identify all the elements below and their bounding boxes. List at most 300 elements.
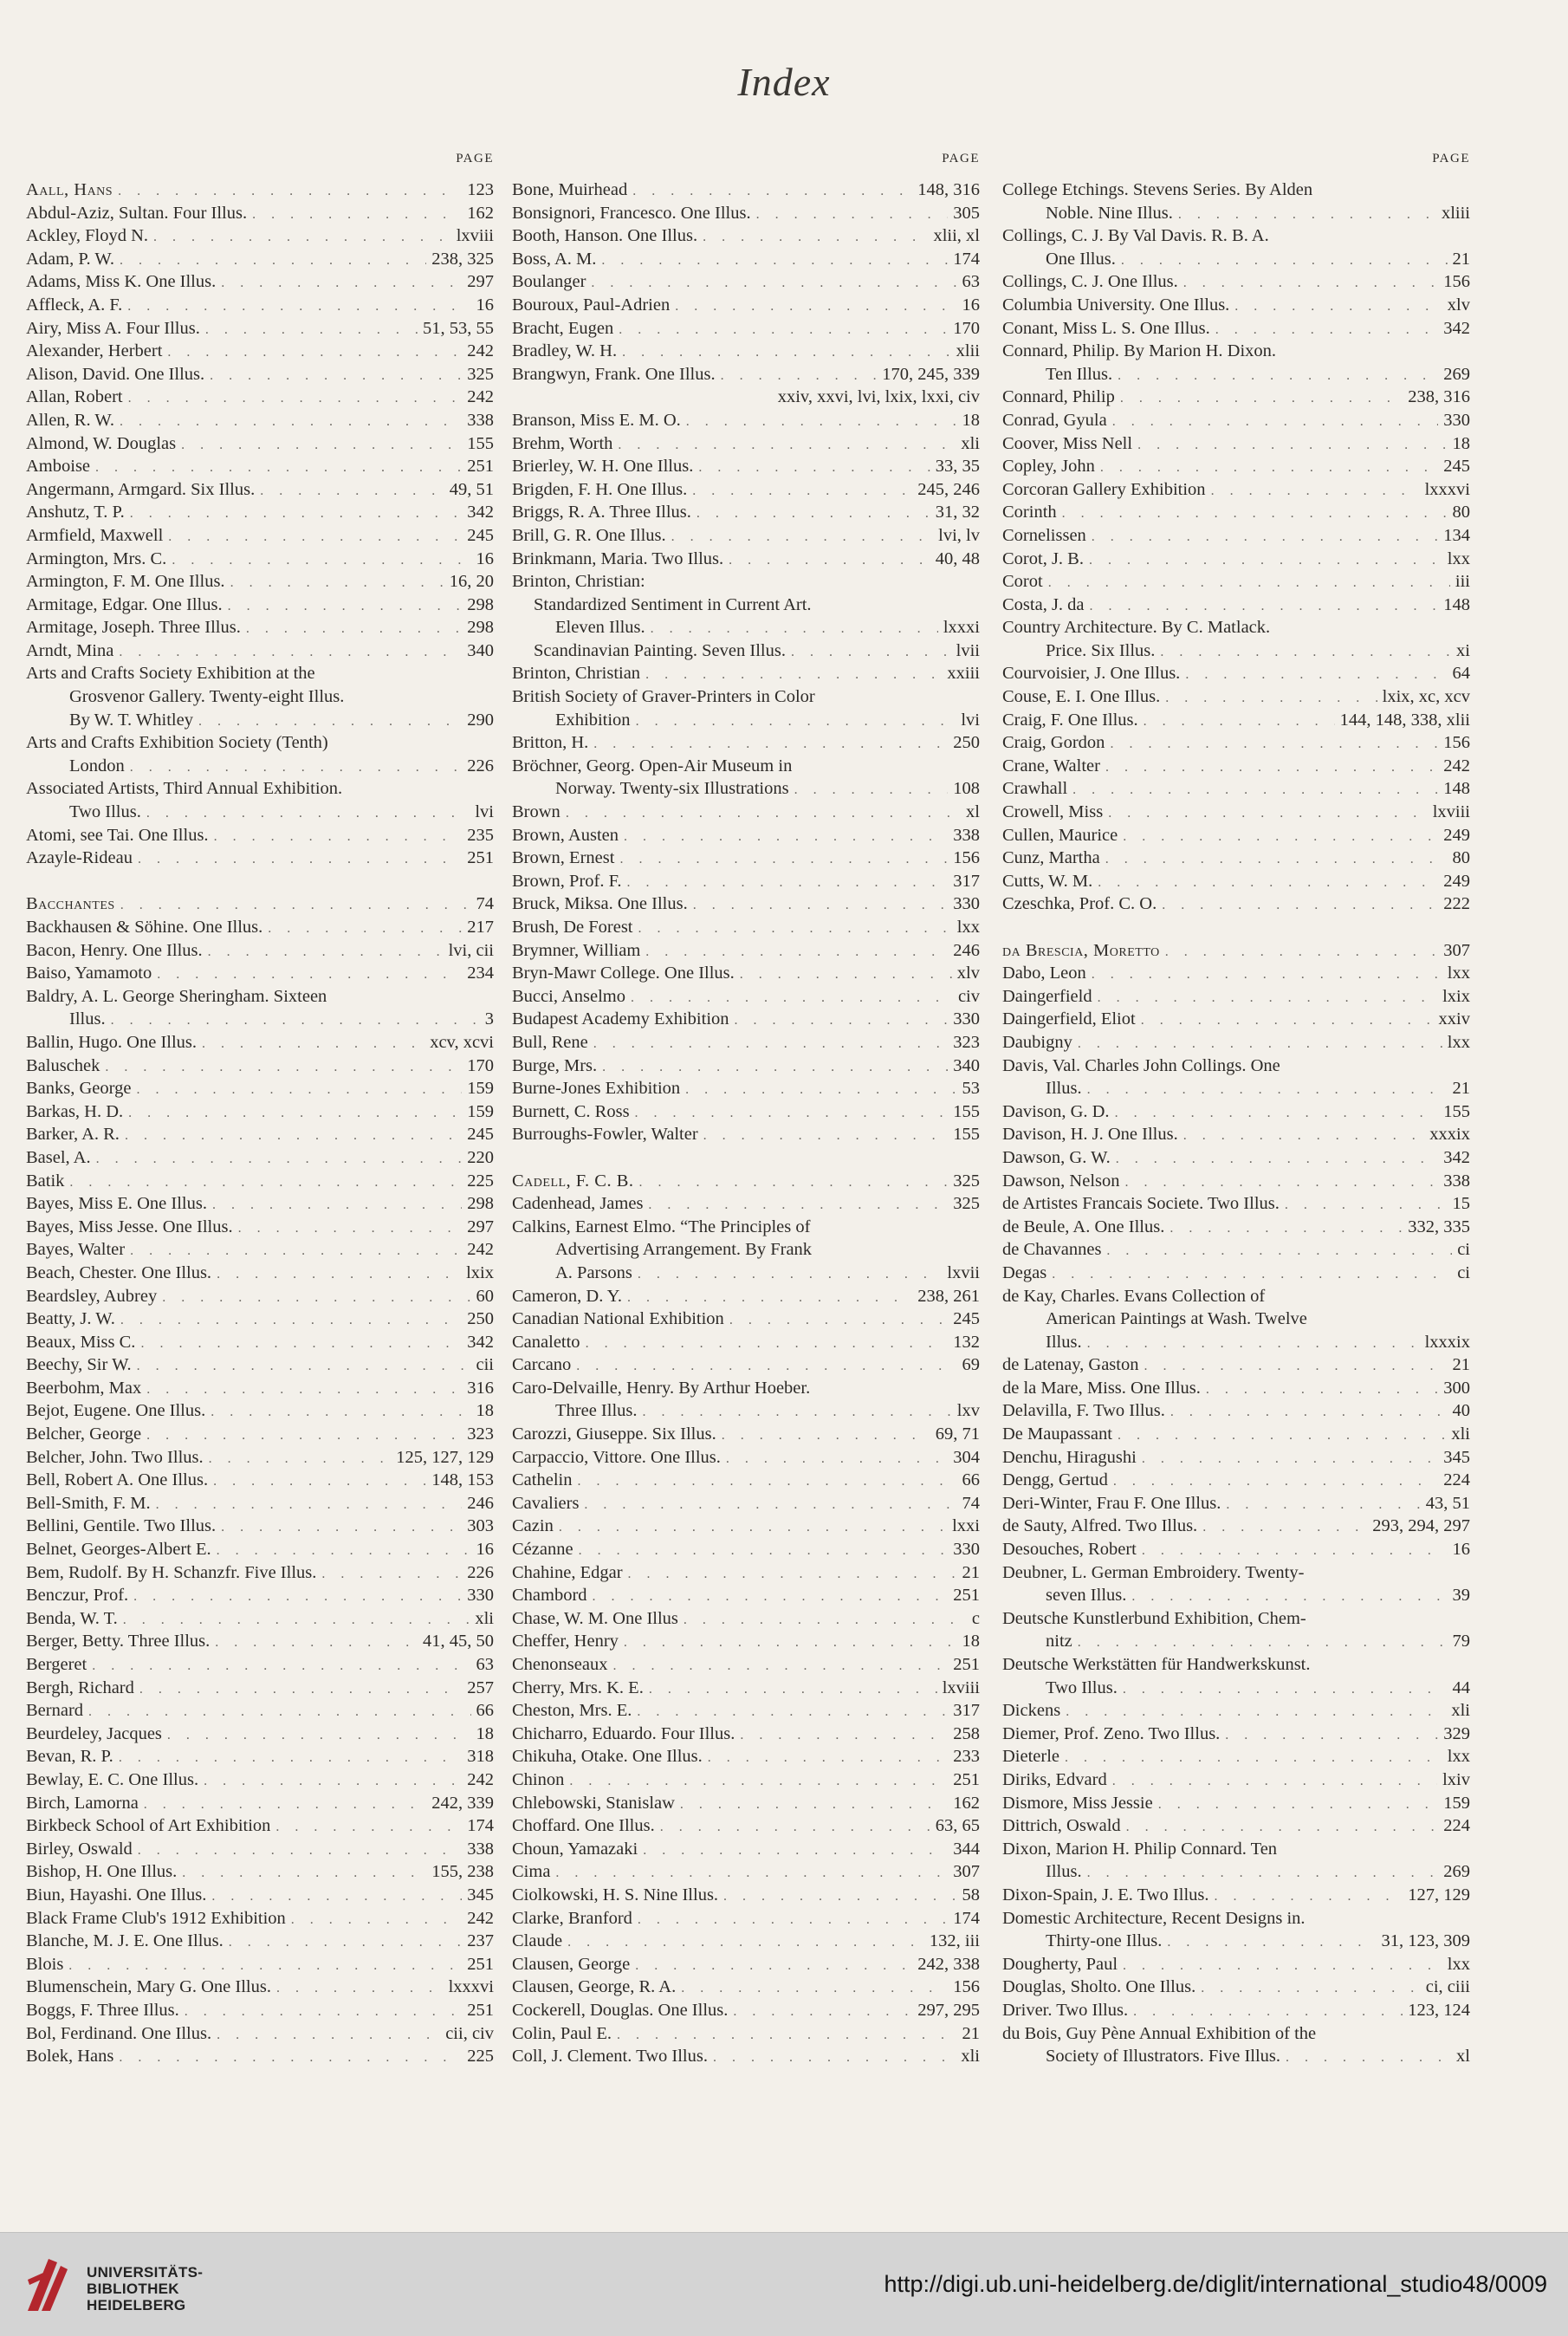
index-entry xyxy=(26,178,494,202)
entry-name: Advertising Arrangement. By Frank xyxy=(555,1240,813,1260)
index-entry xyxy=(1002,1860,1470,1884)
index-entry xyxy=(26,1814,494,1838)
dot-leader xyxy=(128,1102,462,1126)
dot-leader xyxy=(111,1009,480,1033)
index-entry xyxy=(26,892,494,916)
entry-pages: 290 xyxy=(467,710,494,730)
entry-name: Noble. Nine Illus. xyxy=(1046,203,1173,223)
dot-leader xyxy=(268,918,462,941)
index-entry xyxy=(1002,594,1470,617)
dot-leader xyxy=(221,272,462,295)
index-entry xyxy=(512,1331,980,1354)
entry-name: Benczur, Prof. xyxy=(26,1586,129,1606)
entry-pages: 162 xyxy=(953,1793,980,1813)
dot-leader xyxy=(722,1424,930,1448)
entry-name: Abdul-Aziz, Sultan. Four Illus. xyxy=(26,203,248,223)
entry-name: Barker, A. R. xyxy=(26,1125,120,1145)
index-entry xyxy=(1002,409,1470,432)
entry-pages: 156 xyxy=(953,848,980,868)
entry-name: Burroughs-Fowler, Walter xyxy=(512,1125,698,1145)
index-entry xyxy=(1002,432,1470,456)
entry-name: Boggs, F. Three Illus. xyxy=(26,2000,179,2020)
dot-leader xyxy=(612,1655,948,1678)
index-entry xyxy=(512,2022,980,2046)
dot-leader xyxy=(1087,1862,1439,1885)
index-entry xyxy=(26,616,494,639)
index-entry xyxy=(512,824,980,847)
entry-pages: 132 xyxy=(953,1332,980,1352)
entry-name: Bracht, Eugen xyxy=(512,318,614,338)
entry-pages: 305 xyxy=(953,203,980,223)
index-entry xyxy=(1002,1976,1470,1999)
index-entry xyxy=(1002,939,1470,963)
index-entry xyxy=(512,755,980,778)
index-entry xyxy=(512,1192,980,1216)
entry-pages: lxiv xyxy=(1442,1769,1470,1789)
entry-name: Davison, H. J. One Illus. xyxy=(1002,1125,1178,1145)
dot-leader xyxy=(703,226,928,250)
dot-leader xyxy=(617,2024,956,2047)
entry-name: De Maupassant xyxy=(1002,1424,1112,1444)
entry-pages: xlii xyxy=(956,341,980,361)
entry-pages: 245 xyxy=(467,1125,494,1145)
index-entry xyxy=(26,1492,494,1515)
entry-name: Ackley, Floyd N. xyxy=(26,226,149,246)
entry-name: Bernard xyxy=(26,1701,84,1721)
entry-name: Aall, Hans xyxy=(26,180,113,199)
entry-name: Corot, J. B. xyxy=(1002,548,1084,568)
entry-name: Douglas, Sholto. One Illus. xyxy=(1002,1977,1196,1997)
entry-name: Bacon, Henry. One Illus. xyxy=(26,940,203,960)
index-entry xyxy=(26,1607,494,1631)
dot-leader xyxy=(1123,1678,1448,1702)
dot-leader xyxy=(1065,1747,1442,1770)
entry-name: de Latenay, Gaston xyxy=(1002,1355,1139,1375)
index-entry xyxy=(26,824,494,847)
entry-pages: 39 xyxy=(1452,1586,1470,1606)
entry-name: Davis, Val. Charles John Collings. One xyxy=(1002,1055,1280,1075)
dot-leader xyxy=(202,1033,424,1056)
dot-leader xyxy=(133,1586,462,1609)
index-entry xyxy=(512,616,980,639)
entry-pages: 144, 148, 338, xlii xyxy=(1339,710,1470,730)
dot-leader xyxy=(632,180,912,204)
index-entry xyxy=(1002,340,1470,363)
entry-name: Branson, Miss E. M. O. xyxy=(512,410,681,430)
entry-name: Dixon, Marion H. Philip Connard. Ten xyxy=(1002,1839,1278,1859)
dot-leader xyxy=(146,1424,462,1448)
entry-pages: lxix xyxy=(1442,986,1470,1006)
dot-leader xyxy=(217,1263,461,1287)
dot-leader xyxy=(567,1931,924,1955)
index-entry xyxy=(512,685,980,709)
entry-name: Carcano xyxy=(512,1355,572,1375)
index-entry xyxy=(512,985,980,1009)
entry-name: Crane, Walter xyxy=(1002,756,1100,775)
entry-name: Illus. xyxy=(1046,1862,1082,1882)
index-entry xyxy=(26,962,494,985)
entry-name: Columbia University. One Illus. xyxy=(1002,295,1230,315)
index-entry xyxy=(512,202,980,225)
index-entry xyxy=(512,2045,980,2068)
entry-pages: 297, 295 xyxy=(917,2000,980,2020)
entry-name: Banks, George xyxy=(26,1079,132,1099)
dot-leader xyxy=(643,1401,952,1424)
entry-name: Connard, Philip. By Marion H. Dixon. xyxy=(1002,341,1277,361)
index-entry xyxy=(26,1515,494,1538)
entry-pages: lxx xyxy=(1447,1747,1470,1767)
index-entry xyxy=(512,916,980,939)
entry-name: Cadenhead, James xyxy=(512,1194,644,1214)
index-entry xyxy=(512,409,980,432)
dot-leader xyxy=(1142,1448,1438,1471)
dot-leader xyxy=(684,1609,967,1632)
dot-leader xyxy=(230,572,444,595)
entry-pages: 53 xyxy=(962,1079,980,1099)
index-entry xyxy=(26,1377,494,1400)
entry-pages: xlii, xl xyxy=(933,226,980,246)
entry-pages: 325 xyxy=(953,1194,980,1214)
index-entry xyxy=(512,1561,980,1585)
dot-leader xyxy=(671,526,933,549)
entry-pages: 155 xyxy=(467,433,494,453)
entry-name: Clausen, George, R. A. xyxy=(512,1977,677,1997)
index-entry xyxy=(1002,363,1470,386)
source-url-link[interactable]: http://digi.ub.uni-heidelberg.de/diglit/international_studio48/0009 xyxy=(884,2271,1547,2297)
entry-name: Belnet, Georges-Albert E. xyxy=(26,1540,211,1560)
dot-leader xyxy=(586,1333,949,1356)
dot-leader xyxy=(1125,1171,1439,1195)
dot-leader xyxy=(723,1885,956,1909)
index-entry xyxy=(1002,1008,1470,1031)
dot-leader xyxy=(138,848,462,872)
dot-leader xyxy=(252,204,462,227)
entry-pages: 16 xyxy=(476,548,494,568)
entry-name: Exhibition xyxy=(555,710,631,730)
index-entry xyxy=(1002,294,1470,317)
page-column-header: PAGE xyxy=(942,152,980,165)
entry-name: nitz xyxy=(1046,1632,1072,1651)
index-entry xyxy=(512,1008,980,1031)
dot-leader xyxy=(692,480,912,503)
dot-leader xyxy=(1090,595,1439,619)
index-entry xyxy=(512,1884,980,1907)
dot-leader xyxy=(591,272,956,295)
entry-pages: 127, 129 xyxy=(1408,1885,1470,1904)
index-entry xyxy=(512,317,980,341)
entry-pages: xli xyxy=(1451,1701,1470,1721)
index-entry xyxy=(26,570,494,594)
entry-pages: 307 xyxy=(953,1862,980,1882)
entry-name: A. Parsons xyxy=(555,1262,632,1282)
entry-pages: 170, 245, 339 xyxy=(882,364,980,384)
entry-name: Desouches, Robert xyxy=(1002,1540,1137,1560)
entry-pages: 155 xyxy=(953,1101,980,1121)
index-entry xyxy=(26,1399,494,1423)
entry-name: Deri-Winter, Frau F. One Illus. xyxy=(1002,1493,1221,1513)
index-entry xyxy=(26,2022,494,2046)
index-entry xyxy=(512,639,980,663)
dot-leader xyxy=(1162,894,1438,918)
index-entry xyxy=(1002,548,1470,571)
dot-leader xyxy=(119,1747,462,1770)
index-entry xyxy=(26,1745,494,1768)
entry-pages: xli xyxy=(475,1608,494,1628)
dot-leader xyxy=(138,1840,462,1863)
index-entry xyxy=(1002,1285,1470,1308)
index-entry xyxy=(1002,224,1470,248)
entry-name: Cavaliers xyxy=(512,1493,580,1513)
entry-name: Illus. xyxy=(1046,1332,1082,1352)
entry-name: Couse, E. I. One Illus. xyxy=(1002,687,1161,707)
entry-name: Armitage, Joseph. Three Illus. xyxy=(26,618,241,638)
dot-leader xyxy=(144,1794,426,1817)
index-entry xyxy=(512,178,980,202)
entry-name: Denchu, Hiragushi xyxy=(1002,1447,1137,1467)
index-entry xyxy=(1002,1077,1470,1100)
index-entry xyxy=(512,1100,980,1124)
entry-name: Bejot, Eugene. One Illus. xyxy=(26,1401,206,1421)
entry-name: Dawson, G. W. xyxy=(1002,1147,1111,1167)
dot-leader xyxy=(593,1586,949,1609)
entry-pages: 298 xyxy=(467,1194,494,1214)
entry-name: Brigden, F. H. One Illus. xyxy=(512,479,688,499)
entry-name: Conant, Miss L. S. One Illus. xyxy=(1002,318,1210,338)
dot-leader xyxy=(680,1794,948,1817)
dot-leader xyxy=(1078,1033,1442,1056)
index-entry xyxy=(26,731,494,755)
entry-pages: 21 xyxy=(1452,1355,1470,1375)
entry-pages: 170 xyxy=(953,318,980,338)
index-entry xyxy=(26,1838,494,1861)
entry-pages: xli xyxy=(961,2047,980,2067)
index-entry xyxy=(512,248,980,271)
dot-leader xyxy=(651,618,938,641)
index-entry xyxy=(1002,1492,1470,1515)
index-entry xyxy=(512,340,980,363)
entry-pages: lxviii xyxy=(1432,802,1470,822)
entry-name: Cornelissen xyxy=(1002,525,1086,545)
dot-leader xyxy=(1158,1794,1439,1817)
index-entry xyxy=(512,1123,980,1146)
index-entry xyxy=(1002,2045,1470,2068)
entry-name: Dixon-Spain, J. E. Two Illus. xyxy=(1002,1885,1209,1904)
dot-leader xyxy=(1112,1770,1437,1794)
entry-pages: 63, 65 xyxy=(935,1816,980,1836)
index-entry xyxy=(26,2045,494,2068)
entry-pages: xlv xyxy=(1447,295,1470,315)
index-entry xyxy=(1002,892,1470,916)
entry-name: Bol, Ferdinand. One Illus. xyxy=(26,2023,212,2043)
dot-leader xyxy=(1126,1816,1439,1840)
index-entry xyxy=(26,1584,494,1607)
dot-leader xyxy=(735,1009,949,1033)
entry-name: Bevan, R. P. xyxy=(26,1747,113,1767)
entry-pages: 245 xyxy=(953,1309,980,1329)
entry-pages: 225 xyxy=(467,2047,494,2067)
dot-leader xyxy=(229,1931,463,1955)
entry-pages: xcv, xcvi xyxy=(430,1032,494,1052)
entry-pages: 317 xyxy=(953,1701,980,1721)
index-entry xyxy=(1002,1607,1470,1631)
entry-name: Chlebowski, Stanislaw xyxy=(512,1793,675,1813)
dot-leader xyxy=(210,365,462,388)
dot-leader xyxy=(1062,503,1448,526)
dot-leader xyxy=(128,387,463,411)
entry-pages: xl xyxy=(1456,2047,1470,2067)
entry-pages: 18 xyxy=(476,1401,494,1421)
entry-name: Copley, John xyxy=(1002,457,1095,477)
dot-leader xyxy=(168,526,462,549)
dot-leader xyxy=(631,987,953,1010)
index-entry xyxy=(26,1723,494,1746)
index-entry xyxy=(512,731,980,755)
entry-name: Two Illus. xyxy=(69,802,141,822)
entry-name: Associated Artists, Third Annual Exhibition. xyxy=(26,779,343,799)
entry-pages: lxxxvi xyxy=(1424,479,1470,499)
entry-pages: 63 xyxy=(962,272,980,292)
footer-bar xyxy=(0,2232,1568,2336)
entry-name: Black Frame Club's 1912 Exhibition xyxy=(26,1908,286,1928)
dot-leader xyxy=(1115,1102,1439,1126)
entry-name: de la Mare, Miss. One Illus. xyxy=(1002,1378,1201,1398)
index-entry xyxy=(512,478,980,502)
dot-leader xyxy=(139,1678,462,1702)
entry-pages: lxx xyxy=(1447,964,1470,983)
entry-name: Amboise xyxy=(26,457,91,477)
dot-leader xyxy=(1098,987,1438,1010)
index-entry xyxy=(512,1630,980,1653)
entry-pages: xxiv xyxy=(1438,1009,1470,1029)
entry-name: Boss, A. M. xyxy=(512,249,597,269)
entry-name: Carpaccio, Vittore. One Illus. xyxy=(512,1447,721,1467)
entry-name: Crowell, Miss xyxy=(1002,802,1104,822)
entry-name: Ballin, Hugo. One Illus. xyxy=(26,1032,198,1052)
entry-pages: 269 xyxy=(1443,364,1470,384)
entry-pages: lxix xyxy=(466,1262,494,1282)
dot-leader xyxy=(703,1125,949,1148)
entry-name: Driver. Two Illus. xyxy=(1002,2000,1129,2020)
index-entry xyxy=(26,432,494,456)
entry-name: Brush, De Forest xyxy=(512,918,633,937)
entry-name: Brangwyn, Frank. One Illus. xyxy=(512,364,716,384)
index-entry xyxy=(26,1630,494,1653)
entry-pages: 155, 238 xyxy=(431,1862,494,1882)
entry-name: Cherry, Mrs. K. E. xyxy=(512,1677,644,1697)
index-entry xyxy=(512,1353,980,1377)
entry-name: Diemer, Prof. Zeno. Two Illus. xyxy=(1002,1723,1221,1743)
entry-name: Armington, F. M. One Illus. xyxy=(26,572,225,592)
dot-leader xyxy=(729,549,930,573)
index-entry xyxy=(1002,777,1470,801)
index-entry xyxy=(1002,1192,1470,1216)
entry-pages: lxxxvi xyxy=(448,1977,494,1997)
entry-name: Corot xyxy=(1002,572,1043,592)
entry-name: Almond, W. Douglas xyxy=(26,433,177,453)
entry-name: de Beule, A. One Illus. xyxy=(1002,1217,1165,1236)
dot-leader xyxy=(96,1148,463,1171)
entry-name: Brown, Austen xyxy=(512,825,619,845)
entry-pages: 245, 246 xyxy=(917,479,980,499)
dot-leader xyxy=(1211,480,1420,503)
dot-leader xyxy=(1206,1379,1438,1402)
dot-leader xyxy=(1183,272,1439,295)
entry-name: Chinon xyxy=(512,1769,565,1789)
entry-pages: 297 xyxy=(467,272,494,292)
entry-name: Chicharro, Eduardo. Four Illus. xyxy=(512,1723,735,1743)
dot-leader xyxy=(675,295,956,319)
dot-leader xyxy=(622,341,951,365)
entry-pages: lvi xyxy=(475,802,494,822)
entry-name: Costa, J. da xyxy=(1002,594,1085,614)
entry-name: Illus. xyxy=(69,1009,106,1029)
entry-name: Ten Illus. xyxy=(1046,364,1113,384)
dot-leader xyxy=(638,1263,943,1287)
dot-leader xyxy=(119,641,462,665)
index-entry xyxy=(1002,1170,1470,1193)
dot-leader xyxy=(1185,664,1447,687)
entry-name: Bruck, Miksa. One Illus. xyxy=(512,894,688,914)
index-entry xyxy=(26,202,494,225)
entry-name: Cazin xyxy=(512,1516,554,1536)
entry-name: Burne-Jones Exhibition xyxy=(512,1079,681,1099)
entry-pages: lvi xyxy=(961,710,980,730)
dot-leader xyxy=(685,1079,956,1102)
entry-name: Brehm, Worth xyxy=(512,433,613,453)
index-entry xyxy=(1002,1745,1470,1768)
dot-leader xyxy=(729,1309,948,1333)
entry-pages: 245 xyxy=(1443,457,1470,477)
index-entry xyxy=(1002,2022,1470,2046)
entry-pages: 233 xyxy=(953,1747,980,1767)
dot-leader xyxy=(1226,1494,1420,1517)
dot-leader xyxy=(146,1379,462,1402)
entry-pages: 69 xyxy=(962,1355,980,1375)
dot-leader xyxy=(130,503,463,526)
entry-pages: 31, 123, 309 xyxy=(1381,1931,1470,1951)
dot-leader xyxy=(791,641,951,665)
entry-pages: lvii xyxy=(956,640,980,660)
entry-pages: lxviii xyxy=(456,226,494,246)
entry-pages: xi xyxy=(1456,640,1470,660)
dot-leader xyxy=(1118,365,1438,388)
entry-name: Dismore, Miss Jessie xyxy=(1002,1793,1153,1813)
entry-name: Cheston, Mrs. E. xyxy=(512,1701,632,1721)
dot-leader xyxy=(555,1862,948,1885)
dot-leader xyxy=(1113,1470,1438,1494)
entry-name: Chahine, Edgar xyxy=(512,1562,623,1582)
entry-pages: 123, 124 xyxy=(1408,2000,1470,2020)
dot-leader xyxy=(1165,941,1439,964)
index-entry xyxy=(26,1884,494,1907)
index-entry xyxy=(512,1607,980,1631)
dot-leader xyxy=(1160,641,1451,665)
entry-pages: 251 xyxy=(953,1655,980,1674)
entry-pages: 238, 316 xyxy=(1408,387,1470,407)
entry-pages: 317 xyxy=(953,871,980,891)
entry-pages: 330 xyxy=(953,1540,980,1560)
index-entry xyxy=(1002,1999,1470,2022)
entry-pages: 251 xyxy=(953,1769,980,1789)
entry-name: Delavilla, F. Two Illus. xyxy=(1002,1401,1165,1421)
entry-pages: 16, 20 xyxy=(449,572,494,592)
index-entry xyxy=(1002,1838,1470,1861)
entry-name: Choun, Yamazaki xyxy=(512,1839,638,1859)
entry-pages: lxx xyxy=(1447,1954,1470,1974)
index-entry xyxy=(512,1399,980,1423)
entry-pages: 134 xyxy=(1443,525,1470,545)
entry-pages: 249 xyxy=(1443,825,1470,845)
